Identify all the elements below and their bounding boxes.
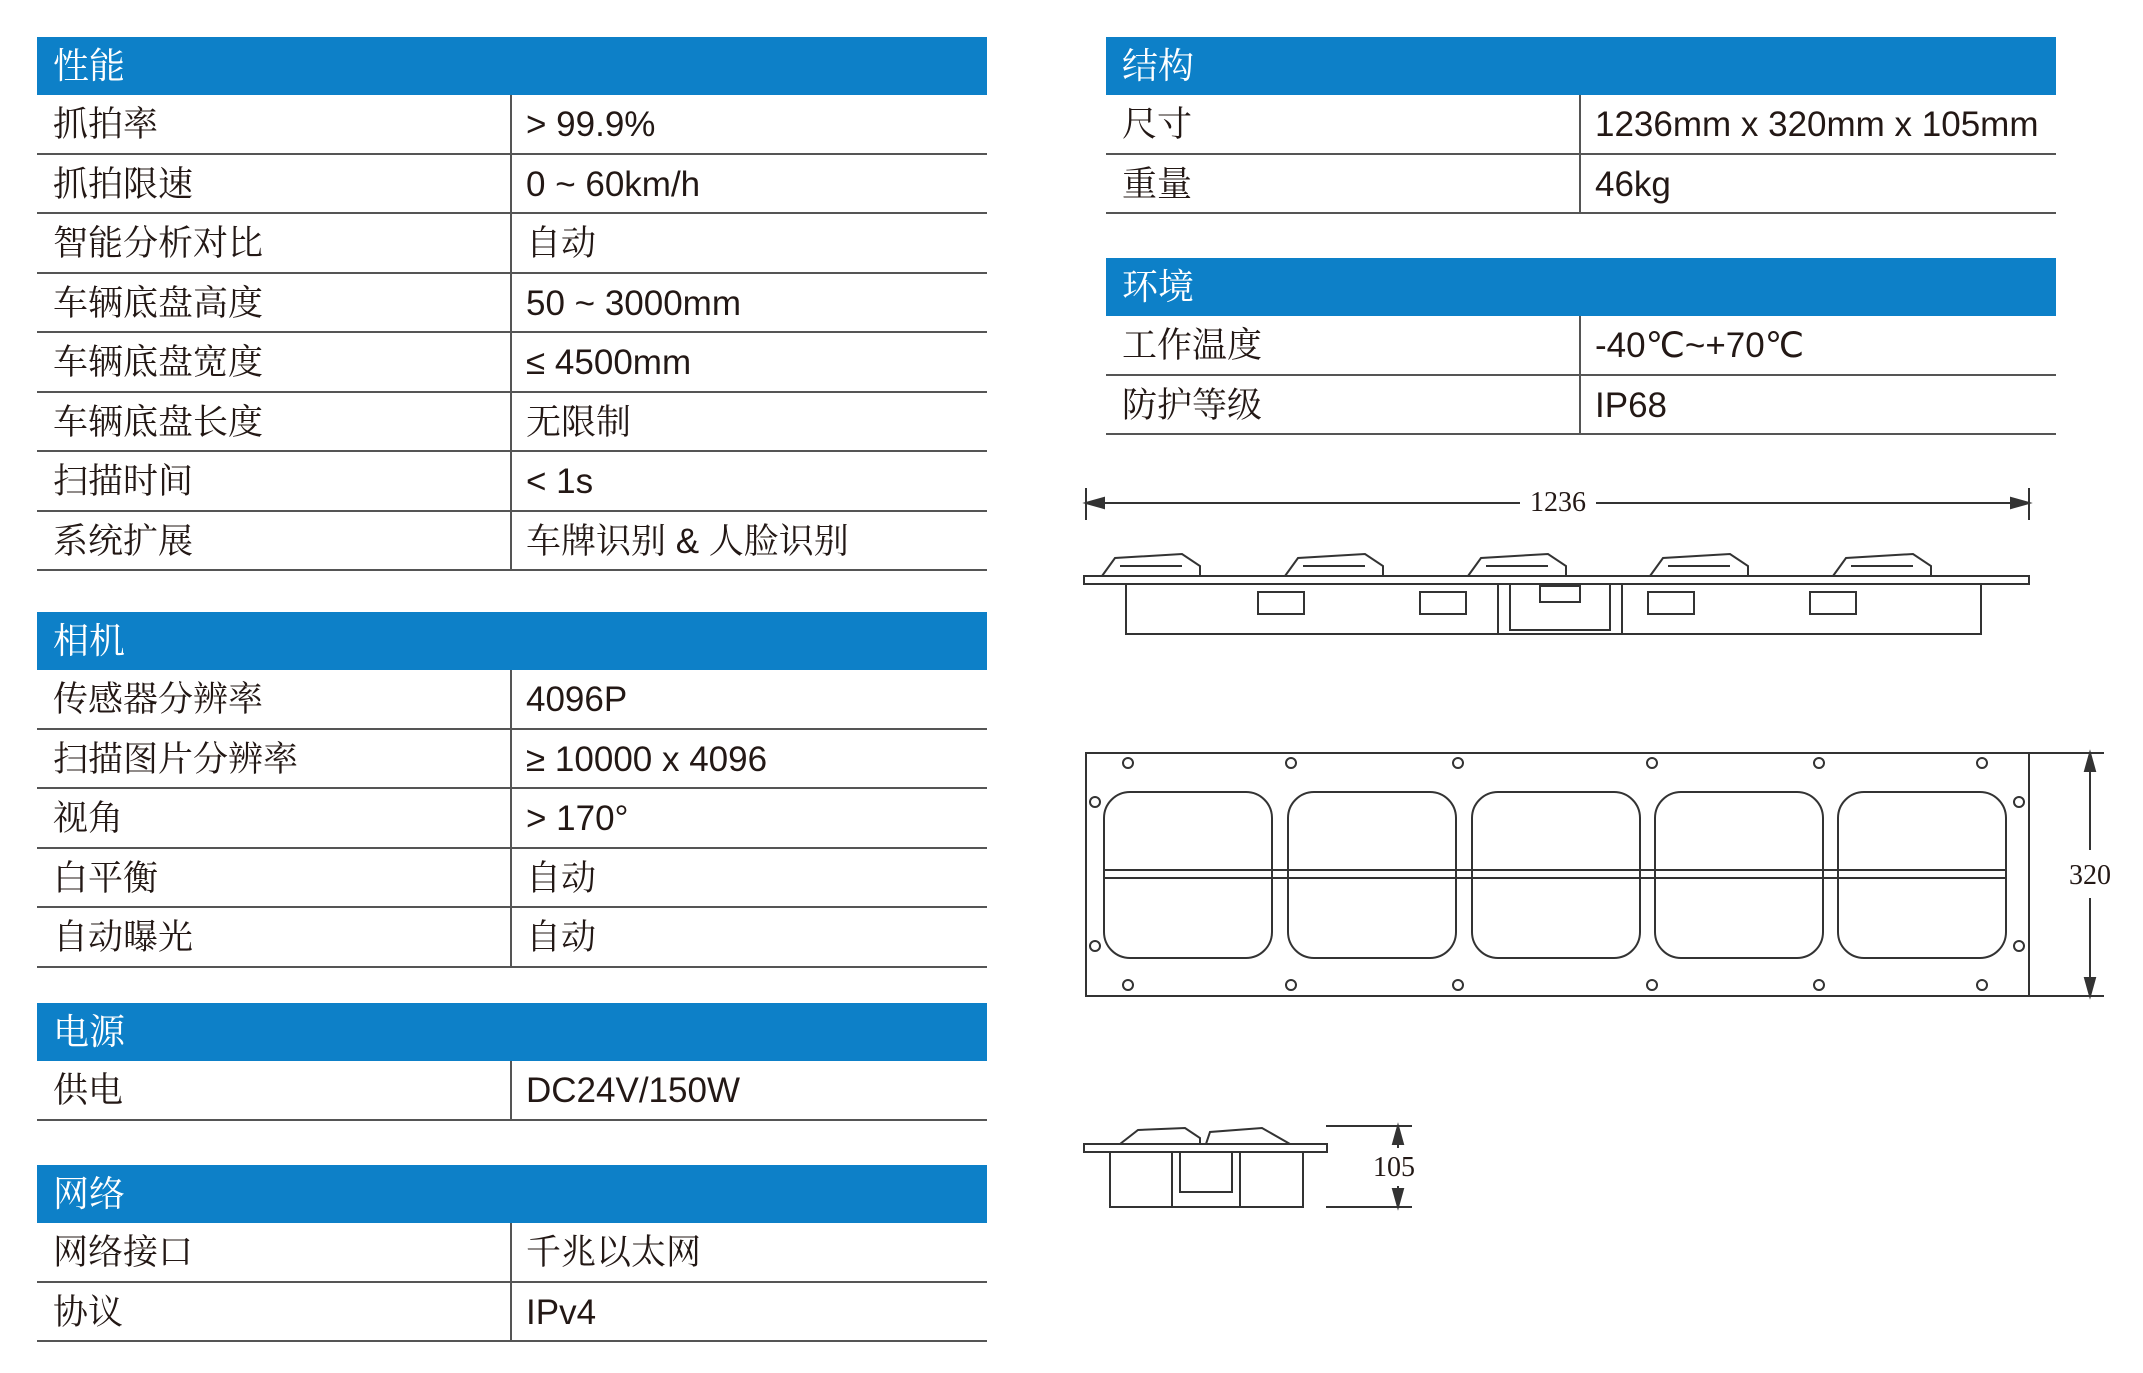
- spec-value: 自动: [526, 224, 597, 263]
- spec-label: 供电: [37, 1061, 512, 1119]
- width-dimension-label: 320: [2069, 860, 2111, 891]
- spec-row: [37, 1283, 987, 1343]
- spec-value: 0 ~ 60km/h: [526, 164, 701, 204]
- spec-row: [1106, 95, 2056, 155]
- spec-row: [1106, 316, 2056, 376]
- spec-row: [37, 393, 987, 453]
- spec-row: [37, 1061, 987, 1121]
- section-title: 性能: [37, 37, 987, 95]
- spec-label: 车辆底盘高度: [37, 274, 512, 332]
- spec-label: 尺寸: [1106, 95, 1581, 153]
- spec-label: 网络接口: [37, 1223, 512, 1281]
- spec-value: 千兆以太网: [526, 1233, 702, 1272]
- section-title: 结构: [1106, 37, 2056, 95]
- spec-label: 车辆底盘宽度: [37, 333, 512, 391]
- spec-value: > 99.9%: [526, 105, 656, 144]
- environment-section: [1106, 258, 2056, 435]
- spec-value: IPv4: [526, 1292, 597, 1332]
- spec-value: 车牌识别 & 人脸识别: [526, 521, 849, 561]
- spec-row: [37, 849, 987, 909]
- spec-row: [37, 274, 987, 334]
- spec-value: 自动: [526, 858, 597, 898]
- spec-label: 自动曝光: [37, 908, 512, 966]
- spec-label: 车辆底盘长度: [37, 393, 512, 451]
- spec-row: [37, 670, 987, 730]
- spec-label: 视角: [37, 789, 512, 847]
- spec-value: IP68: [1595, 385, 1667, 425]
- height-dimension-label: 105: [1373, 1152, 1415, 1183]
- spec-label: 扫描时间: [37, 452, 512, 510]
- spec-row: [37, 908, 987, 968]
- spec-label: 抓拍限速: [37, 155, 512, 213]
- spec-value: < 1s: [526, 462, 594, 501]
- spec-row: [37, 512, 987, 572]
- power-rows: [37, 1061, 987, 1121]
- performance-section: [37, 37, 987, 571]
- performance-rows: [37, 95, 987, 571]
- environment-rows: [1106, 316, 2056, 435]
- spec-label: 白平衡: [37, 849, 512, 907]
- spec-label: 扫描图片分辨率: [37, 730, 512, 788]
- length-dimension-label: 1236: [1530, 487, 1586, 518]
- spec-label: 协议: [37, 1283, 512, 1341]
- spec-value: 46kg: [1595, 164, 1671, 204]
- camera-rows: [37, 670, 987, 968]
- spec-row: [37, 333, 987, 393]
- spec-value: 自动: [526, 918, 597, 957]
- spec-label: 工作温度: [1106, 316, 1581, 374]
- spec-row: [1106, 376, 2056, 436]
- spec-value: ≤ 4500mm: [526, 343, 692, 382]
- spec-row: [37, 730, 987, 790]
- spec-value: > 170°: [526, 799, 629, 838]
- spec-value: ≥ 10000 x 4096: [526, 739, 768, 779]
- spec-row: [37, 452, 987, 512]
- spec-row: [37, 155, 987, 215]
- front-view-drawing: [1084, 488, 2029, 634]
- spec-row: [37, 1223, 987, 1283]
- spec-row: [37, 789, 987, 849]
- camera-section: [37, 612, 987, 968]
- section-title: 电源: [37, 1003, 987, 1061]
- spec-row: [37, 214, 987, 274]
- spec-value: 50 ~ 3000mm: [526, 283, 741, 323]
- power-section: [37, 1003, 987, 1121]
- section-title: 相机: [37, 612, 987, 670]
- spec-value: 4096P: [526, 680, 628, 719]
- network-rows: [37, 1223, 987, 1342]
- spec-label: 重量: [1106, 155, 1581, 213]
- spec-label: 系统扩展: [37, 512, 512, 570]
- section-title: 环境: [1106, 258, 2056, 316]
- spec-value: DC24V/150W: [526, 1071, 740, 1110]
- top-view-drawing: [1086, 753, 2104, 996]
- spec-label: 抓拍率: [37, 95, 512, 153]
- spec-label: 智能分析对比: [37, 214, 512, 272]
- section-title: 网络: [37, 1165, 987, 1223]
- side-view-drawing: [1084, 1126, 1412, 1207]
- network-section: [37, 1165, 987, 1342]
- spec-value: 1236mm x 320mm x 105mm: [1595, 105, 2039, 144]
- spec-value: -40℃~+70℃: [1595, 326, 1805, 365]
- structure-rows: [1106, 95, 2056, 214]
- spec-value: 无限制: [526, 402, 632, 442]
- spec-label: 传感器分辨率: [37, 670, 512, 728]
- spec-row: [1106, 155, 2056, 215]
- spec-label: 防护等级: [1106, 376, 1581, 434]
- spec-row: [37, 95, 987, 155]
- structure-section: [1106, 37, 2056, 214]
